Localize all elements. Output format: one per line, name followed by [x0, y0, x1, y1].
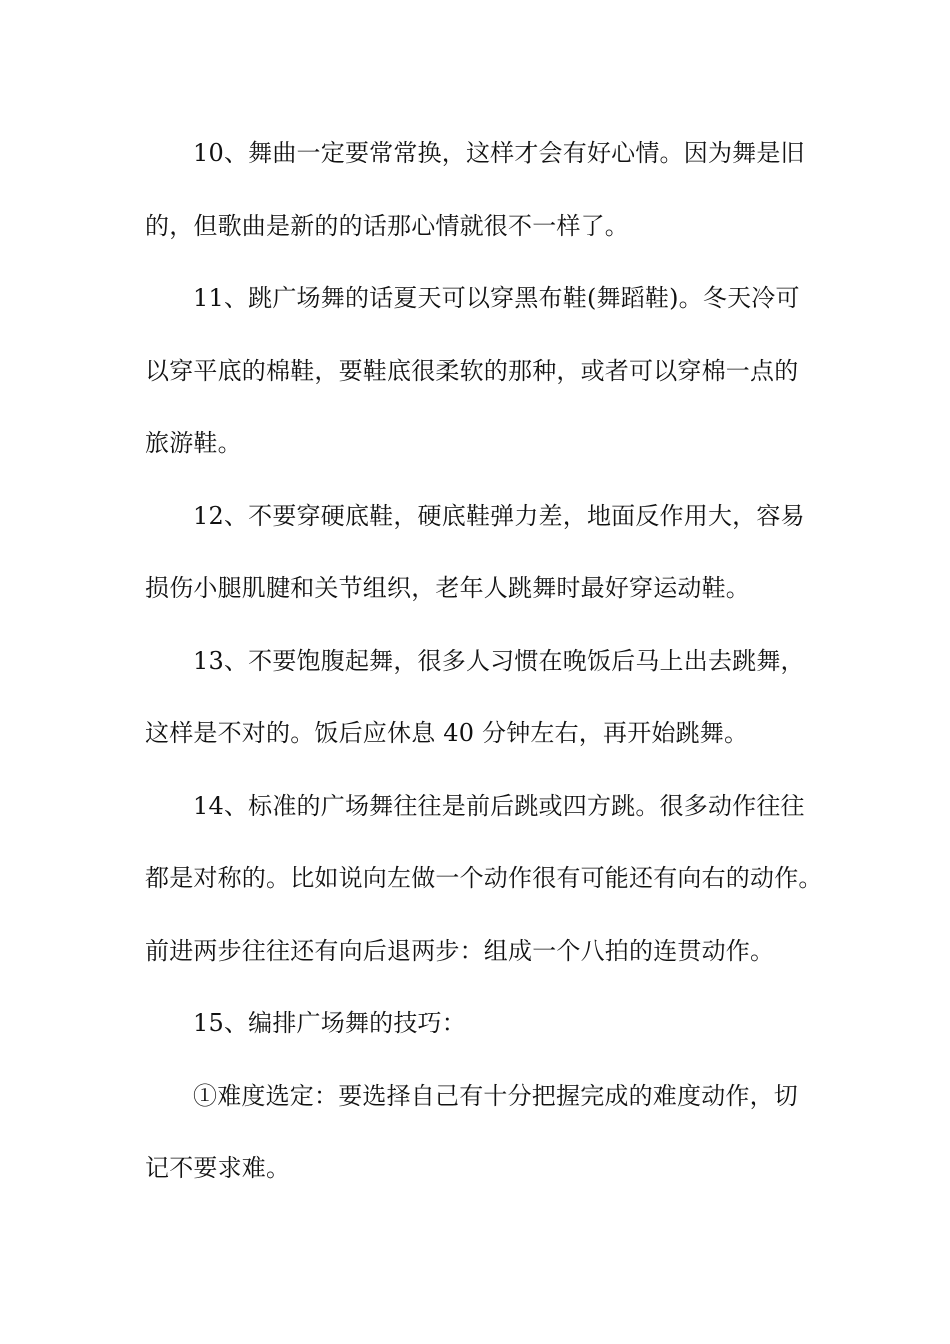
- body-text: [145, 128, 823, 1216]
- paragraph-14-line-2: 都是对称的。比如说向左做一个动作很有可能还有向右的动作。: [145, 864, 823, 892]
- paragraph-15-line-1: 15、编排广场舞的技巧：: [193, 1009, 466, 1037]
- paragraph-15a-line-1: ①难度选定：要选择自己有十分把握完成的难度动作，切: [193, 1081, 798, 1110]
- paragraph-12-line-1: 12、不要穿硬底鞋，硬底鞋弹力差，地面反作用大，容易: [193, 501, 805, 530]
- paragraph-11-line-2: 以穿平底的棉鞋，要鞋底很柔软的那种，或者可以穿棉一点的: [145, 356, 799, 385]
- paragraph-13-line-1: 13、不要饱腹起舞，很多人习惯在晚饭后马上出去跳舞，: [193, 646, 805, 675]
- paragraph-12-line-2: 损伤小腿肌腱和关节组织，老年人跳舞时最好穿运动鞋。: [145, 574, 750, 602]
- paragraph-14-line-1: 14、标准的广场舞往往是前后跳或四方跳。很多动作往往: [193, 791, 805, 820]
- paragraph-14-line-3: 前进两步往往还有向后退两步：组成一个八拍的连贯动作。: [145, 936, 775, 965]
- paragraph-13-line-2: 这样是不对的。饭后应休息 40 分钟左右，再开始跳舞。: [145, 719, 749, 747]
- paragraph-10-line-1: 10、舞曲一定要常常换，这样才会有好心情。因为舞是旧: [193, 139, 805, 167]
- paragraph-11-line-3: 旅游鞋。: [145, 429, 242, 457]
- paragraph-11-line-1: 11、跳广场舞的话夏天可以穿黑布鞋(舞蹈鞋)。冬天冷可: [193, 284, 800, 312]
- paragraph-15a-line-2: 记不要求难。: [145, 1154, 291, 1182]
- paragraph-10-line-2: 的，但歌曲是新的的话那心情就很不一样了。: [145, 211, 629, 240]
